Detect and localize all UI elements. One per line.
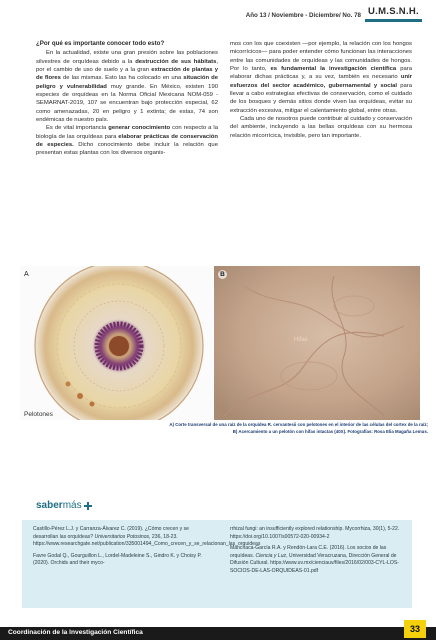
reference-favre: Favre Godal Q., Gourguillon L., Lordel-Madeleine S., Gindro K. y Choisy P. (2020). Orchids and their myco- [33,552,202,566]
page-footer [0,627,436,640]
logo-word-mas: más [62,500,82,511]
page-number-badge: 33 [404,620,426,638]
references-box [22,520,412,608]
micrograph-figure [20,266,420,420]
issue-info: Año 13 / Noviembre - Diciembre/ No. 78 [245,12,361,19]
reference-favre-cont: rrhizal fungi: an insufficiently explored relationship. Mycorrhiza, 30(1), 5-22. https://doi.org/10.1007/s00572-020-00934-2 [230,526,400,540]
panel-b-label: B [218,270,227,279]
references-left [33,526,261,572]
caption-line-a: A) Corte transversal de una raíz de la orquídea R. cervantesii con pelotones en el interior de las células del cortex de la raíz; [169,422,428,427]
paragraph-knowledge: Es de vital importancia generar conocimiento con respecto a la biología de las orquídeas para elaborar prácticas de conservación de especies. Dicho conocimiento debe incluir la relación que presentan estas plantas con los diversos organis- [36,125,219,157]
caption-line-b: B) Acercamiento a un pelotón con hifas intactas (40X). Fotografías: Rosa Elia Magaña Lemus. [232,428,428,434]
reference-castillo: Castillo-Pérez L.J. y Carranza-Álvarez C. (2019). ¿Cómo crecen y se desarrollan las orquídeas? Universitarios Potosinos, 236, 18-23. https://www.researchgate.net/publication/335001494_Como_crecen_y_se_relacionan_las_orquideas [33,526,261,547]
root-cross-section-image [20,266,213,420]
references-right [230,526,402,579]
pelotones-label: Pelotones [24,411,53,418]
plus-icon [83,501,93,511]
panel-a-root-cross-section [20,266,213,420]
university-badge: U.M.S.N.H. [365,5,422,22]
hyphae-closeup-image [214,266,420,420]
paragraph-pressure: En la actualidad, existe una gran presión sobre las poblaciones silvestres de orquídeas debido a la destrucción de sus hábitats, por el cambio de uso de suelo y a la gran extracción de plantas y de flores de las mismas. Esto las ha colocado en una situación de peligro y vulnerabilidad muy grande. En México, existen 190 especies de orquídeas en la Norma Oficial Mexicana NOM-059 -SEMARNAT-2019, 107 se encuentran bajo protección especial, 62 como amenazadas, 20 en peligro y 1 extinta; de estas, 74 son endémicas de nuestro país. [36,50,219,124]
left-column [36,40,218,158]
reference-manchaca: Manchaca-García R.A. y Rendón-Lara C.E. (2016). Los socios de las orquídeas. Ciencia y Luz, Universidad Veracruzana, Dirección General de Difusión Cultural. https://www.uv.mx/cienciauv/files/2016/02/003-CYL-LOS-SOCIOS-DE-LAS-ORQUIDEAS-01.pdf [230,545,399,574]
panel-a-label: A [24,271,29,278]
logo-word-saber: saber [36,500,63,511]
paragraph-research: mos con los que coexisten —por ejemplo, la relación con los hongos micorrícicos— para poder entender cómo funcionan las interacciones entre las comunidades de orquídeas y las comunidades de hongos. Por lo tanto, es fundamental la investigación científica para elaborar dichas prácticas y, a su vez, también es necesario unir esfuerzos del sector académico, gubernamental y social para llevar a cabo estrategias efectivas de conservación, como el cuidado de los bosques y demás sitios donde viven las orquídeas, evitar su extracción excesiva, mitigar el calentamiento global, entre otras. [230,41,412,114]
section-heading: ¿Por qué es importante conocer todo esto? [36,40,165,47]
paragraph-contribute: Cada uno de nosotros puede contribuir al cuidado y conservación del ambiente, incluyendo a las bellas orquídeas con su hermosa relación micorrícica, invisible, pero tan importante. [230,116,412,139]
right-column [230,40,412,140]
figure-caption [60,422,428,436]
page-header [246,0,422,22]
hifas-label: Hifas [294,337,308,343]
panel-b-hyphae-closeup [214,266,420,420]
saber-mas-logo [36,500,93,511]
footer-text: Coordinación de la Investigación Científica [8,629,143,636]
